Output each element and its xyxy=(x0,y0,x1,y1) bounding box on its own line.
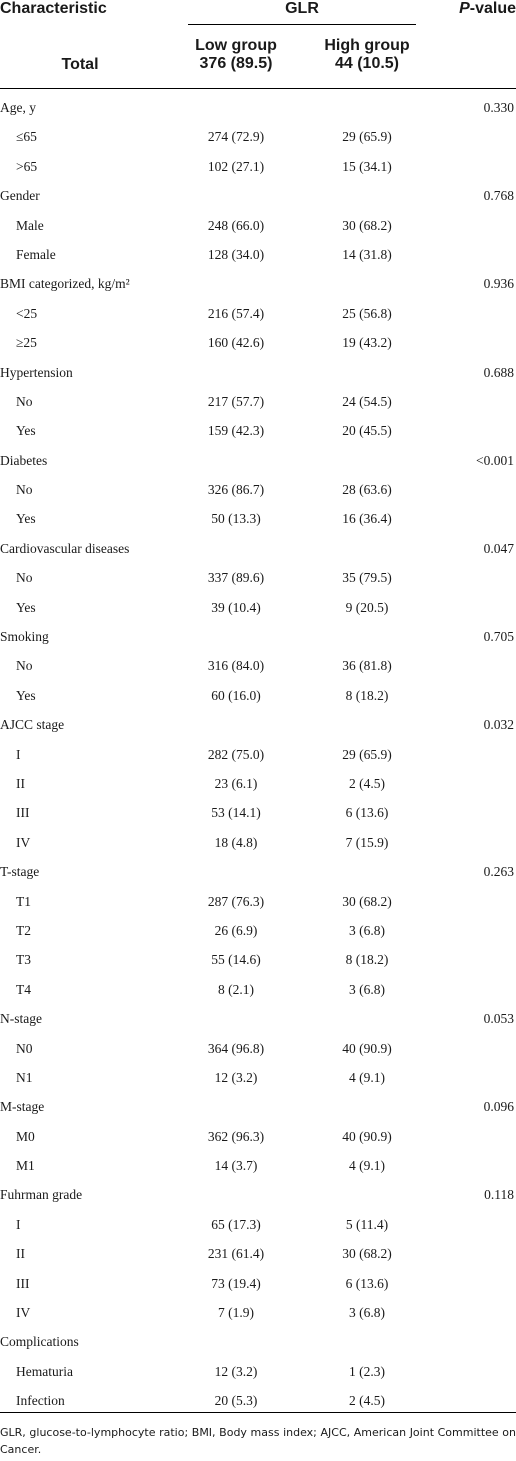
table-group-row xyxy=(0,858,516,887)
row-label: Yes xyxy=(16,511,36,527)
high-group-value: 25 (56.8) xyxy=(342,305,392,321)
high-group-value: 6 (13.6) xyxy=(345,1275,389,1291)
table-row xyxy=(0,1211,516,1240)
low-group-value: 20 (5.3) xyxy=(214,1393,258,1409)
table-row xyxy=(0,123,516,152)
high-group-value: 9 (20.5) xyxy=(345,599,389,615)
row-label: BMI categorized, kg/m² xyxy=(0,276,130,292)
high-group-value: 7 (15.9) xyxy=(345,834,389,850)
high-group-value: 2 (4.5) xyxy=(349,775,385,791)
high-group-value: 30 (68.2) xyxy=(342,217,392,233)
row-label: Age, y xyxy=(0,100,36,115)
low-group-value: 337 (89.6) xyxy=(207,570,265,586)
row-label: N-stage xyxy=(0,1011,42,1027)
high-group-value: 28 (63.6) xyxy=(342,482,392,498)
low-group-value: 53 (14.1) xyxy=(211,805,261,821)
high-group-value: 3 (6.8) xyxy=(349,922,385,938)
low-group-value: 159 (42.3) xyxy=(207,423,265,439)
table-row xyxy=(0,1240,516,1269)
header-high-group-count: 44 (10.5) xyxy=(334,55,400,72)
table-footnote: GLR, glucose-to-lymphocyte ratio; BMI, Body mass index; AJCC, American Joint Committee on Cancer. xyxy=(0,1426,516,1456)
p-value: 0.705 xyxy=(483,629,514,645)
row-label: Smoking xyxy=(0,629,49,645)
high-group-value: 24 (54.5) xyxy=(342,393,392,409)
low-group-value: 217 (57.7) xyxy=(207,393,265,409)
p-value: 0.118 xyxy=(484,1187,514,1203)
p-value: 0.096 xyxy=(483,1099,514,1115)
row-label: Female xyxy=(16,246,56,262)
high-group-value: 8 (18.2) xyxy=(345,952,389,968)
table-row xyxy=(0,1035,516,1064)
low-group-value: 14 (3.7) xyxy=(214,1158,258,1174)
table-group-row xyxy=(0,1005,516,1034)
high-group-value: 3 (6.8) xyxy=(349,1305,385,1321)
high-group-value: 4 (9.1) xyxy=(349,1158,385,1174)
row-label: No xyxy=(16,393,33,409)
row-label: N0 xyxy=(16,1040,33,1056)
header-high-group xyxy=(307,37,427,73)
low-group-value: 23 (6.1) xyxy=(214,775,258,791)
table-row xyxy=(0,476,516,505)
low-group-value: 326 (86.7) xyxy=(207,482,265,498)
table-row xyxy=(0,682,516,711)
table-row xyxy=(0,1152,516,1181)
high-group-value: 40 (90.9) xyxy=(342,1040,392,1056)
high-group-value: 40 (90.9) xyxy=(342,1128,392,1144)
low-group-value: 362 (96.3) xyxy=(207,1128,265,1144)
row-label: M1 xyxy=(16,1158,35,1174)
row-label: Hypertension xyxy=(0,364,73,380)
low-group-value: 39 (10.4) xyxy=(211,599,261,615)
table-row xyxy=(0,1064,516,1093)
p-value: 0.032 xyxy=(483,717,514,733)
high-group-value: 16 (36.4) xyxy=(342,511,392,527)
low-group-value: 60 (16.0) xyxy=(211,687,261,703)
row-label: Yes xyxy=(16,687,36,703)
row-label: T1 xyxy=(16,893,31,909)
row-label: II xyxy=(16,775,25,791)
high-group-value: 5 (11.4) xyxy=(345,1216,389,1232)
row-label: AJCC stage xyxy=(0,717,65,733)
table-row xyxy=(0,564,516,593)
table-row xyxy=(0,652,516,681)
row-label: Complications xyxy=(0,1334,79,1350)
p-value: 0.047 xyxy=(483,540,514,556)
row-label: No xyxy=(16,658,33,674)
table-row xyxy=(0,241,516,270)
table-group-row xyxy=(0,711,516,740)
table-row xyxy=(0,594,516,623)
row-label: I xyxy=(16,746,21,762)
high-group-value: 36 (81.8) xyxy=(342,658,392,674)
row-label: Gender xyxy=(0,188,40,204)
row-label: M0 xyxy=(16,1128,35,1144)
table-group-row xyxy=(0,1328,516,1357)
low-group-value: 12 (3.2) xyxy=(214,1069,258,1085)
table-group-row xyxy=(0,447,516,476)
table-row xyxy=(0,799,516,828)
high-group-value: 19 (43.2) xyxy=(342,335,392,351)
low-group-value: 55 (14.6) xyxy=(211,952,261,968)
row-label: Male xyxy=(16,217,44,233)
header-low-group-count: 376 (89.5) xyxy=(199,55,273,72)
table-row xyxy=(0,1270,516,1299)
high-group-value: 15 (34.1) xyxy=(342,158,392,174)
table-row xyxy=(0,388,516,417)
table-group-row xyxy=(0,270,516,299)
low-group-value: 7 (1.9) xyxy=(218,1305,254,1321)
row-label: >65 xyxy=(16,158,38,174)
p-value: 0.936 xyxy=(483,276,514,292)
row-label: Fuhrman grade xyxy=(0,1187,83,1203)
high-group-value: 2 (4.5) xyxy=(349,1393,385,1409)
row-label: M-stage xyxy=(0,1099,45,1115)
header-high-group-label: High group xyxy=(324,37,410,54)
table-row xyxy=(0,917,516,946)
low-group-value: 364 (96.8) xyxy=(207,1040,265,1056)
row-label: <25 xyxy=(16,305,38,321)
row-label: Diabetes xyxy=(0,452,48,468)
table-group-row xyxy=(0,1093,516,1122)
row-label: Yes xyxy=(16,423,36,439)
header-glr: GLR xyxy=(285,0,319,17)
row-label: No xyxy=(16,482,33,498)
header-p-letter: P xyxy=(459,0,470,17)
row-label: T3 xyxy=(16,952,31,968)
table-row xyxy=(0,505,516,534)
row-label: ≤65 xyxy=(16,129,37,145)
low-group-value: 231 (61.4) xyxy=(207,1246,265,1262)
low-group-value: 316 (84.0) xyxy=(207,658,265,674)
p-value: 0.263 xyxy=(483,864,514,880)
table-row xyxy=(0,741,516,770)
header-total: Total xyxy=(61,56,99,73)
p-value: 0.688 xyxy=(483,364,514,380)
row-label: Cardiovascular diseases xyxy=(0,540,130,556)
table-group-row xyxy=(0,182,516,211)
row-label: T2 xyxy=(16,922,31,938)
table-row xyxy=(0,153,516,182)
table-row xyxy=(0,1358,516,1387)
low-group-value: 160 (42.6) xyxy=(207,335,265,351)
row-label: N1 xyxy=(16,1069,33,1085)
table-row xyxy=(0,417,516,446)
p-value: 0.768 xyxy=(483,188,514,204)
row-label: III xyxy=(16,805,30,821)
low-group-value: 282 (75.0) xyxy=(207,746,265,762)
table-row xyxy=(0,888,516,917)
high-group-value: 35 (79.5) xyxy=(342,570,392,586)
row-label: IV xyxy=(16,1305,31,1321)
row-label: Infection xyxy=(16,1393,65,1409)
p-value: 0.330 xyxy=(483,100,514,115)
row-label: ≥25 xyxy=(16,335,37,351)
low-group-value: 102 (27.1) xyxy=(207,158,265,174)
low-group-value: 216 (57.4) xyxy=(207,305,265,321)
high-group-value: 6 (13.6) xyxy=(345,805,389,821)
table-group-row xyxy=(0,359,516,388)
row-label: T-stage xyxy=(0,864,40,880)
table-row xyxy=(0,976,516,1005)
low-group-value: 73 (19.4) xyxy=(211,1275,261,1291)
header-low-group xyxy=(176,37,296,73)
high-group-value: 30 (68.2) xyxy=(342,1246,392,1262)
low-group-value: 65 (17.3) xyxy=(211,1216,261,1232)
high-group-value: 30 (68.2) xyxy=(342,893,392,909)
header-bottom-rule xyxy=(0,88,516,89)
high-group-value: 4 (9.1) xyxy=(349,1069,385,1085)
table-row xyxy=(0,1123,516,1152)
low-group-value: 26 (6.9) xyxy=(214,922,258,938)
table-row xyxy=(0,329,516,358)
table-row xyxy=(0,300,516,329)
high-group-value: 1 (2.3) xyxy=(349,1363,385,1379)
table-group-row xyxy=(0,535,516,564)
header-p-suffix: -value xyxy=(469,0,516,17)
p-value: 0.053 xyxy=(483,1011,514,1027)
table-group-row xyxy=(0,94,516,123)
low-group-value: 274 (72.9) xyxy=(207,129,265,145)
low-group-value: 12 (3.2) xyxy=(214,1363,258,1379)
table-row xyxy=(0,1299,516,1328)
table-body xyxy=(0,94,516,1417)
row-label: IV xyxy=(16,834,31,850)
row-label: Hematuria xyxy=(16,1363,73,1379)
low-group-value: 287 (76.3) xyxy=(207,893,265,909)
high-group-value: 8 (18.2) xyxy=(345,687,389,703)
low-group-value: 8 (2.1) xyxy=(218,981,254,997)
table-group-row xyxy=(0,623,516,652)
row-label: I xyxy=(16,1216,21,1232)
high-group-value: 3 (6.8) xyxy=(349,981,385,997)
p-value: <0.001 xyxy=(476,452,514,468)
table-bottom-rule xyxy=(0,1412,516,1413)
low-group-value: 50 (13.3) xyxy=(211,511,261,527)
low-group-value: 18 (4.8) xyxy=(214,834,258,850)
high-group-value: 20 (45.5) xyxy=(342,423,392,439)
row-label: III xyxy=(16,1275,30,1291)
table-row xyxy=(0,212,516,241)
row-label: No xyxy=(16,570,33,586)
high-group-value: 14 (31.8) xyxy=(342,246,392,262)
table-row xyxy=(0,770,516,799)
header-low-group-label: Low group xyxy=(195,37,277,54)
header-p-value xyxy=(440,0,516,18)
glr-span-rule xyxy=(188,24,416,25)
row-label: T4 xyxy=(16,981,31,997)
low-group-value: 128 (34.0) xyxy=(207,246,265,262)
table-row xyxy=(0,946,516,975)
low-group-value: 248 (66.0) xyxy=(207,217,265,233)
table-row xyxy=(0,829,516,858)
table-group-row xyxy=(0,1181,516,1210)
header-characteristic: Characteristic xyxy=(0,0,107,17)
high-group-value: 29 (65.9) xyxy=(342,129,392,145)
row-label: Yes xyxy=(16,599,36,615)
high-group-value: 29 (65.9) xyxy=(342,746,392,762)
row-label: II xyxy=(16,1246,25,1262)
